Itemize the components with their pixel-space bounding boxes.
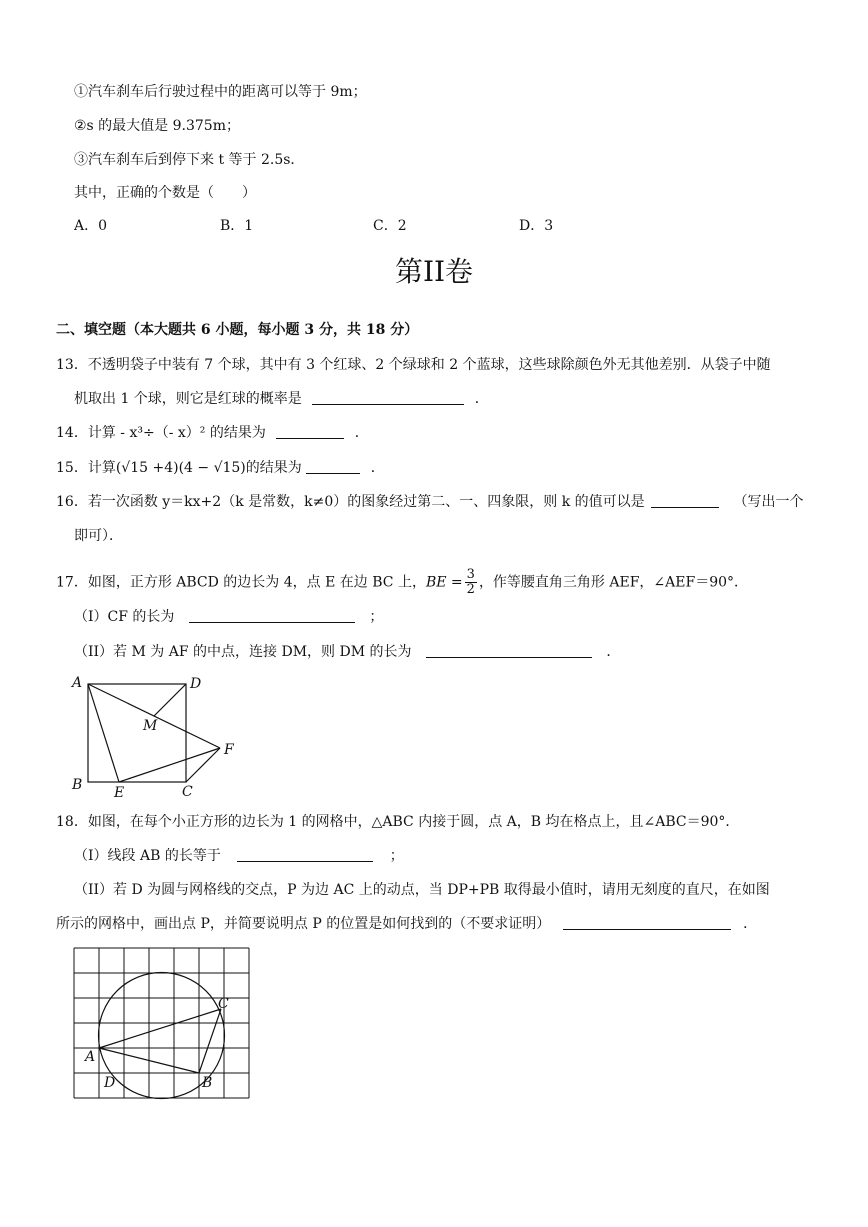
- label-m: M: [143, 718, 158, 734]
- segment-ef: [119, 748, 220, 782]
- option-d: D．3: [519, 218, 554, 234]
- statement-1: ①汽车刹车后行驶过程中的距离可以等于 9m；: [74, 84, 367, 100]
- q17-part1-end: ；: [369, 609, 384, 625]
- option-a: A．0: [74, 218, 108, 234]
- segment-ac: [99, 1009, 221, 1048]
- q17-part1-text: （I）CF 的长为: [74, 609, 175, 625]
- label-a: A: [72, 675, 83, 691]
- label-d: D: [190, 676, 202, 692]
- q17-be-label: BE =: [425, 574, 463, 591]
- q18-part2-blank[interactable]: [563, 915, 731, 930]
- q17-part1-blank[interactable]: [189, 608, 355, 623]
- q15-line: [56, 458, 385, 478]
- q18-part2-line1: （II）若 D 为圆与网格线的交点，P 为边 AC 上的动点，当 DP+PB 取得最小值时，请用无刻度的直尺，在如图: [74, 882, 770, 898]
- q14-suffix: 的结果为: [209, 425, 266, 441]
- q16-line1: [56, 492, 804, 512]
- statement-3: ③汽车刹车后到停下来 t 等于 2.5s．: [74, 152, 305, 168]
- q15-end: ．: [370, 460, 385, 476]
- grid-label-c: C: [218, 996, 229, 1012]
- q18-part1-text: （I）线段 AB 的长等于: [74, 848, 221, 864]
- q18-part1-blank[interactable]: [237, 847, 373, 862]
- q16-line2: 即可）．: [74, 528, 123, 544]
- label-f: F: [224, 742, 234, 758]
- q14-expr: - x³÷（- x）²: [120, 425, 206, 441]
- segment-ae: [88, 684, 119, 782]
- q15-suffix: 的结果为: [245, 460, 302, 476]
- q13-text: 机取出 1 个球，则它是红球的概率是: [74, 391, 302, 407]
- q14-prefix: 14．计算: [56, 425, 116, 441]
- q17-part2-end: ．: [606, 644, 621, 660]
- q18-part2-text: 所示的网格中，画出点 P，并简要说明点 P 的位置是如何找到的（不要求证明）: [56, 916, 551, 932]
- q17-fraction: [465, 568, 477, 597]
- q13-line1: 13．不透明袋子中装有 7 个球，其中有 3 个红球、2 个绿球和 2 个蓝球，这些球除颜色外无其他差别．从袋子中随: [56, 357, 771, 373]
- q17-text-b: ，作等腰直角三角形 AEF，∠AEF＝90°．: [478, 574, 749, 591]
- q18-part1: [74, 846, 404, 866]
- segment-dm: [154, 684, 186, 716]
- grid-label-d: D: [104, 1075, 116, 1091]
- q17-frac-den: 2: [466, 582, 475, 597]
- q17-part1: [74, 607, 383, 627]
- grid-label-b: B: [202, 1075, 213, 1091]
- q17-line1: [56, 568, 748, 597]
- label-e: E: [114, 785, 125, 800]
- q13-end: ．: [474, 391, 489, 407]
- question-prompt: 其中，正确的个数是（ ）: [74, 185, 256, 201]
- q17-part2-text: （II）若 M 为 AF 的中点，连接 DM，则 DM 的长为: [74, 644, 412, 660]
- q16-text-end: （写出一个: [733, 494, 804, 510]
- q17-text: 17．如图，正方形 ABCD 的边长为 4，点 E 在边 BC 上，: [56, 574, 426, 591]
- q13-line2: [74, 389, 489, 409]
- q14-end: ．: [354, 425, 369, 441]
- q14-answer-blank[interactable]: [276, 424, 344, 439]
- q17-part2: [74, 642, 620, 662]
- q16-text: 16．若一次函数 y＝kx+2（k 是常数，k≠0）的图象经过第二、一、四象限，则 k 的值可以是: [56, 494, 645, 510]
- section-header: 二、填空题（本大题共 6 小题，每小题 3 分，共 18 分）: [56, 322, 419, 338]
- q18-part1-end: ；: [389, 848, 404, 864]
- q15-answer-blank[interactable]: [306, 459, 360, 474]
- q13-answer-blank[interactable]: [312, 390, 464, 405]
- label-c: C: [182, 784, 193, 800]
- q15-expr: (√15 +4)(4 − √15): [115, 460, 246, 476]
- q17-part2-blank[interactable]: [426, 643, 592, 658]
- q18-grid-figure: [72, 946, 254, 1102]
- q17-figure: [60, 670, 250, 800]
- label-b: B: [72, 777, 83, 793]
- q18-part2-end: ．: [743, 916, 758, 932]
- option-b: B．1: [220, 218, 254, 234]
- q14-line: [56, 423, 369, 443]
- q17-frac-num: 3: [466, 567, 475, 582]
- q18-part2-line2: [56, 914, 757, 934]
- q15-prefix: 15．计算: [56, 460, 116, 476]
- q18-line1: 18．如图，在每个小正方形的边长为 1 的网格中，△ABC 内接于圆，点 A，B 均在格点上，且∠ABC＝90°．: [56, 814, 740, 830]
- option-c: C．2: [373, 218, 407, 234]
- q16-answer-blank[interactable]: [651, 493, 719, 508]
- statement-2: ②s 的最大值是 9.375m；: [74, 118, 240, 134]
- grid-label-a: A: [85, 1049, 96, 1065]
- part-title: 第II卷: [394, 255, 474, 288]
